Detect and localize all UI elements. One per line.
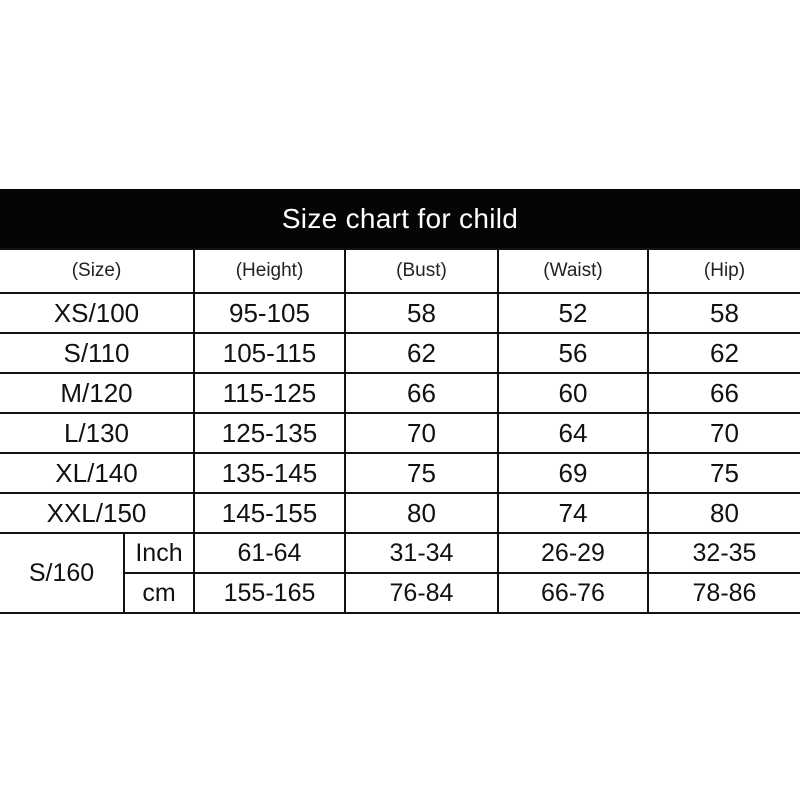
bust-cell: 70 (345, 413, 498, 453)
hip-cell: 66 (648, 373, 800, 413)
size-cell: XS/100 (0, 293, 194, 333)
waist-cell: 64 (498, 413, 648, 453)
header-height: (Height) (194, 249, 345, 293)
bust-cell: 62 (345, 333, 498, 373)
waist-cell: 52 (498, 293, 648, 333)
header-hip: (Hip) (648, 249, 800, 293)
height-cell: 145-155 (194, 493, 345, 533)
hip-cell: 80 (648, 493, 800, 533)
hip-cell: 70 (648, 413, 800, 453)
hip-cell: 75 (648, 453, 800, 493)
hip-cell: 78-86 (648, 573, 800, 613)
waist-cell: 69 (498, 453, 648, 493)
table-row (0, 333, 800, 373)
table-row (0, 493, 800, 533)
table-row (0, 373, 800, 413)
bust-cell: 58 (345, 293, 498, 333)
height-cell: 105-115 (194, 333, 345, 373)
size-cell: L/130 (0, 413, 194, 453)
table-row-s160-inch (0, 533, 800, 573)
waist-cell: 74 (498, 493, 648, 533)
bust-cell: 76-84 (345, 573, 498, 613)
bust-cell: 31-34 (345, 533, 498, 573)
waist-cell: 60 (498, 373, 648, 413)
hip-cell: 58 (648, 293, 800, 333)
size-cell: S/110 (0, 333, 194, 373)
height-cell: 125-135 (194, 413, 345, 453)
height-cell: 115-125 (194, 373, 345, 413)
waist-cell: 66-76 (498, 573, 648, 613)
height-cell: 155-165 (194, 573, 345, 613)
waist-cell: 26-29 (498, 533, 648, 573)
chart-title: Size chart for child (0, 189, 800, 248)
bust-cell: 66 (345, 373, 498, 413)
unit-cell-inch: Inch (124, 533, 194, 573)
table-row (0, 453, 800, 493)
bust-cell: 75 (345, 453, 498, 493)
header-row (0, 249, 800, 293)
size-cell: XXL/150 (0, 493, 194, 533)
size-cell-s160: S/160 (0, 533, 124, 613)
hip-cell: 62 (648, 333, 800, 373)
height-cell: 135-145 (194, 453, 345, 493)
header-size: (Size) (0, 249, 194, 293)
size-cell: M/120 (0, 373, 194, 413)
table-row (0, 293, 800, 333)
size-chart (0, 189, 800, 614)
header-bust: (Bust) (345, 249, 498, 293)
size-cell: XL/140 (0, 453, 194, 493)
height-cell: 61-64 (194, 533, 345, 573)
unit-cell-cm: cm (124, 573, 194, 613)
size-table (0, 248, 800, 614)
hip-cell: 32-35 (648, 533, 800, 573)
height-cell: 95-105 (194, 293, 345, 333)
waist-cell: 56 (498, 333, 648, 373)
header-waist: (Waist) (498, 249, 648, 293)
bust-cell: 80 (345, 493, 498, 533)
table-row (0, 413, 800, 453)
